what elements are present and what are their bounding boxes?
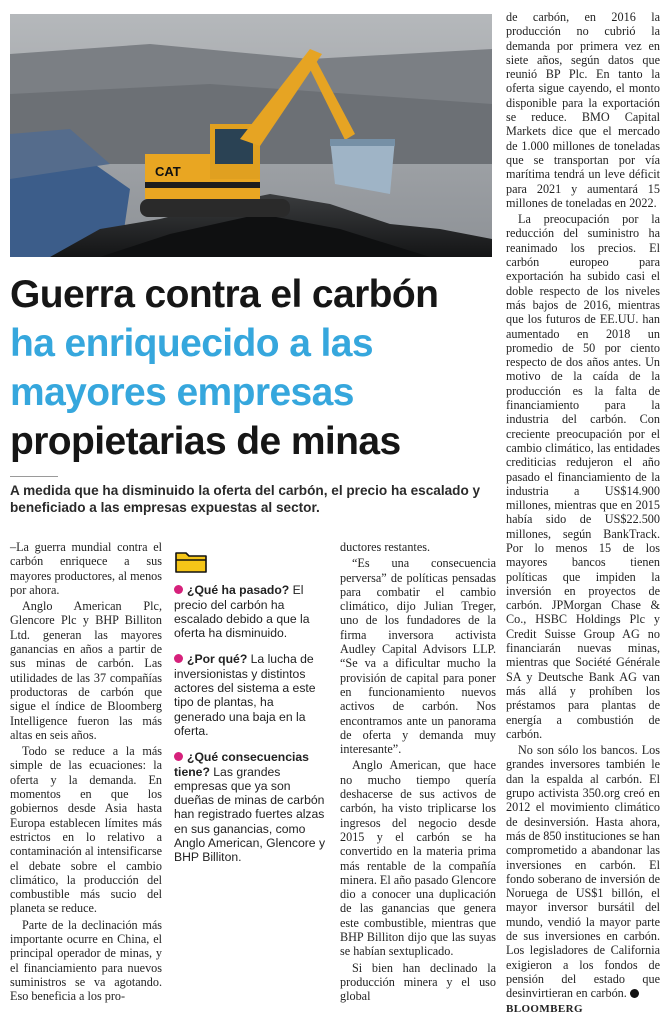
paragraph: de carbón, en 2016 la producción no cubrió la demanda por primera vez en siete años, según datos que reunió BP Plc. En tanto la oferta sigue cayendo, el monto disponible para la exportación se reduce. BMO Capital Markets dice que el mercado de 1.000 millones de toneladas que se transportan por vía marítima tendrá un leve déficit para 2021 y aumentará 15 millones de toneladas en 2022.: [506, 10, 660, 210]
bullet-icon: [174, 585, 183, 594]
end-mark-icon: [630, 989, 639, 998]
qa-question: ¿Qué consecuencias tiene?: [174, 750, 309, 779]
excavator-photo: [10, 14, 492, 257]
column-4: [506, 10, 660, 1019]
paragraph: ductores restantes.: [340, 540, 431, 554]
paragraph: Anglo American Plc, Glencore Plc y BHP Billiton Ltd. generan las mayores ganancias en años a partir de sus minas de carbón. Las utilidades de las 37 compañías productoras de carbón que sigue el índice de Bloomberg Intelligence fueron las más altas en seis años.: [10, 599, 162, 742]
folder-icon: [174, 548, 208, 574]
paragraph: Anglo American, que hace no mucho tiempo quería deshacerse de sus activos de carbón, ha visto triplicarse los ingresos del negocio desde 2015 y el carbón se ha convertido en la materia prima más rentable de la compañía minera. El año pasado Glencore dio a conocer una duplicación de las ganancias que genera este combustible, mientras que BHP Billiton dijo que las suyas se habían sextuplicado.: [340, 758, 497, 959]
bullet-icon: [174, 752, 183, 761]
paragraph: [506, 743, 660, 1000]
qa-answer: La lucha de inversionistas y distintos actores del sistema a este tipo de plantas, ha generado una baja en la oferta.: [174, 652, 316, 738]
qa-question: ¿Por qué?: [187, 652, 248, 667]
paragraph: Todo se reduce a la más simple de las ecuaciones: la oferta y la demanda. En momentos en que los gobiernos desde Asia hasta Europa establecen límites más estrictos en lo relativo a contaminación al intensificarse el debate sobre el cambio climático, la producción del combustible más sucio del planeta se reduce.: [10, 744, 162, 916]
paragraph: Si bien han declinado la producción minera y el uso global: [340, 960, 496, 1004]
bullet-icon: [174, 654, 183, 663]
qa-sidebar: [174, 548, 328, 877]
paragraph: “Es una consecuencia perversa” de políticas pensadas para combatir el cambio climático, dijo Julian Treger, uno de los fundadores de la firma inversora activista Audley Capital Advisors LLP. “Se va a dificultar mucho la provisión de capital para poner en funcionamiento nuevos activos de carbón. Nos encontramos ante un panorama de oferta y demanda muy interesante”.: [340, 556, 496, 757]
paragraph: La preocupación por la reducción del suministro ha reanimado los precios. El carbón europeo para exportación ha subido casi el doble respecto de los niveles más bajos de 2016, mientras que los futuros de EE.UU. han aumentado en 2018 un promedio de 50 por ciento respecto de dos años antes. Un motivo de la caída de la producción es la falta de financiamiento para la industria del carbón. Con creciente preocupación por el cambio climático, las entidades crediticias redujeron el año pasado el financiamiento de la industria a US$14.900 millones, mientras que en 2015 había sido de US$22.500 millones, según BankTrack. Por lo menos 15 de los mayores bancos tienen políticas que impiden la inversión en proyectos de carbón. JPMorgan Chase & Co., HSBC Holdings Plc y Credit Suisse Group AG no financiarán nuevas minas, mientras que Société Générale SA y Deutsche Bank AG van más allá y prohíben los préstamos para plantas de energía a combustión de carbón.: [506, 212, 660, 741]
paragraph-text: No son sólo los bancos. Los grandes inversores también le dan la espalda al carbón. El grupo activista 350.org creó en 2012 el movimiento climático de desinversión. Hasta ahora, más de 850 instituciones se han comprometido a abandonar las inversiones en carbón. El fondo soberano de inversión de Noruega de US$1 billón, el mayor inversor bursátil del mundo, vendió la mayor parte de sus inversiones en carbón. Los legisladores de California exigieron a los fondos de pensión del estado que desinvirtieran en carbón.: [506, 743, 661, 1001]
qa-item: [174, 652, 328, 738]
headline: [10, 270, 500, 466]
qa-item: [174, 750, 328, 864]
qa-answer: Las grandes empresas que ya son dueñas de minas de carbón han registrado fuertes alzas en sus ganancias, como Anglo American, Glencore y BHP Billiton.: [174, 764, 326, 865]
paragraph: –La guerra mundial contra el carbón enriquece a sus mayores productores, al menos por ahora.: [10, 540, 162, 597]
headline-line-3: mayores empresas: [10, 371, 354, 414]
column-1: [10, 540, 162, 1006]
headline-line-2: ha enriquecido a las: [10, 322, 373, 365]
paragraph: Parte de la declinación más importante ocurre en China, el principal operador de minas, y el financiamiento para nuevos suministros se va agotando. Eso beneficia a los pro-: [10, 917, 162, 1004]
qa-answer: El precio del carbón ha escalado debido a que la oferta ha disminuido.: [174, 583, 310, 641]
lede: A medida que ha disminuido la oferta del carbón, el precio ha escalado y beneficiado a las empresas expuestas al sector.: [10, 483, 481, 515]
divider: [10, 476, 58, 477]
cat-logo: CAT: [155, 164, 181, 179]
excavator-illustration: [10, 14, 492, 257]
headline-line-1: Guerra contra el carbón: [10, 273, 439, 316]
column-3: [340, 540, 496, 1006]
headline-line-4: propietarias de minas: [10, 420, 401, 463]
qa-item: [174, 583, 328, 640]
byline: BLOOMBERG: [506, 1003, 583, 1016]
qa-question: ¿Qué ha pasado?: [187, 583, 290, 598]
